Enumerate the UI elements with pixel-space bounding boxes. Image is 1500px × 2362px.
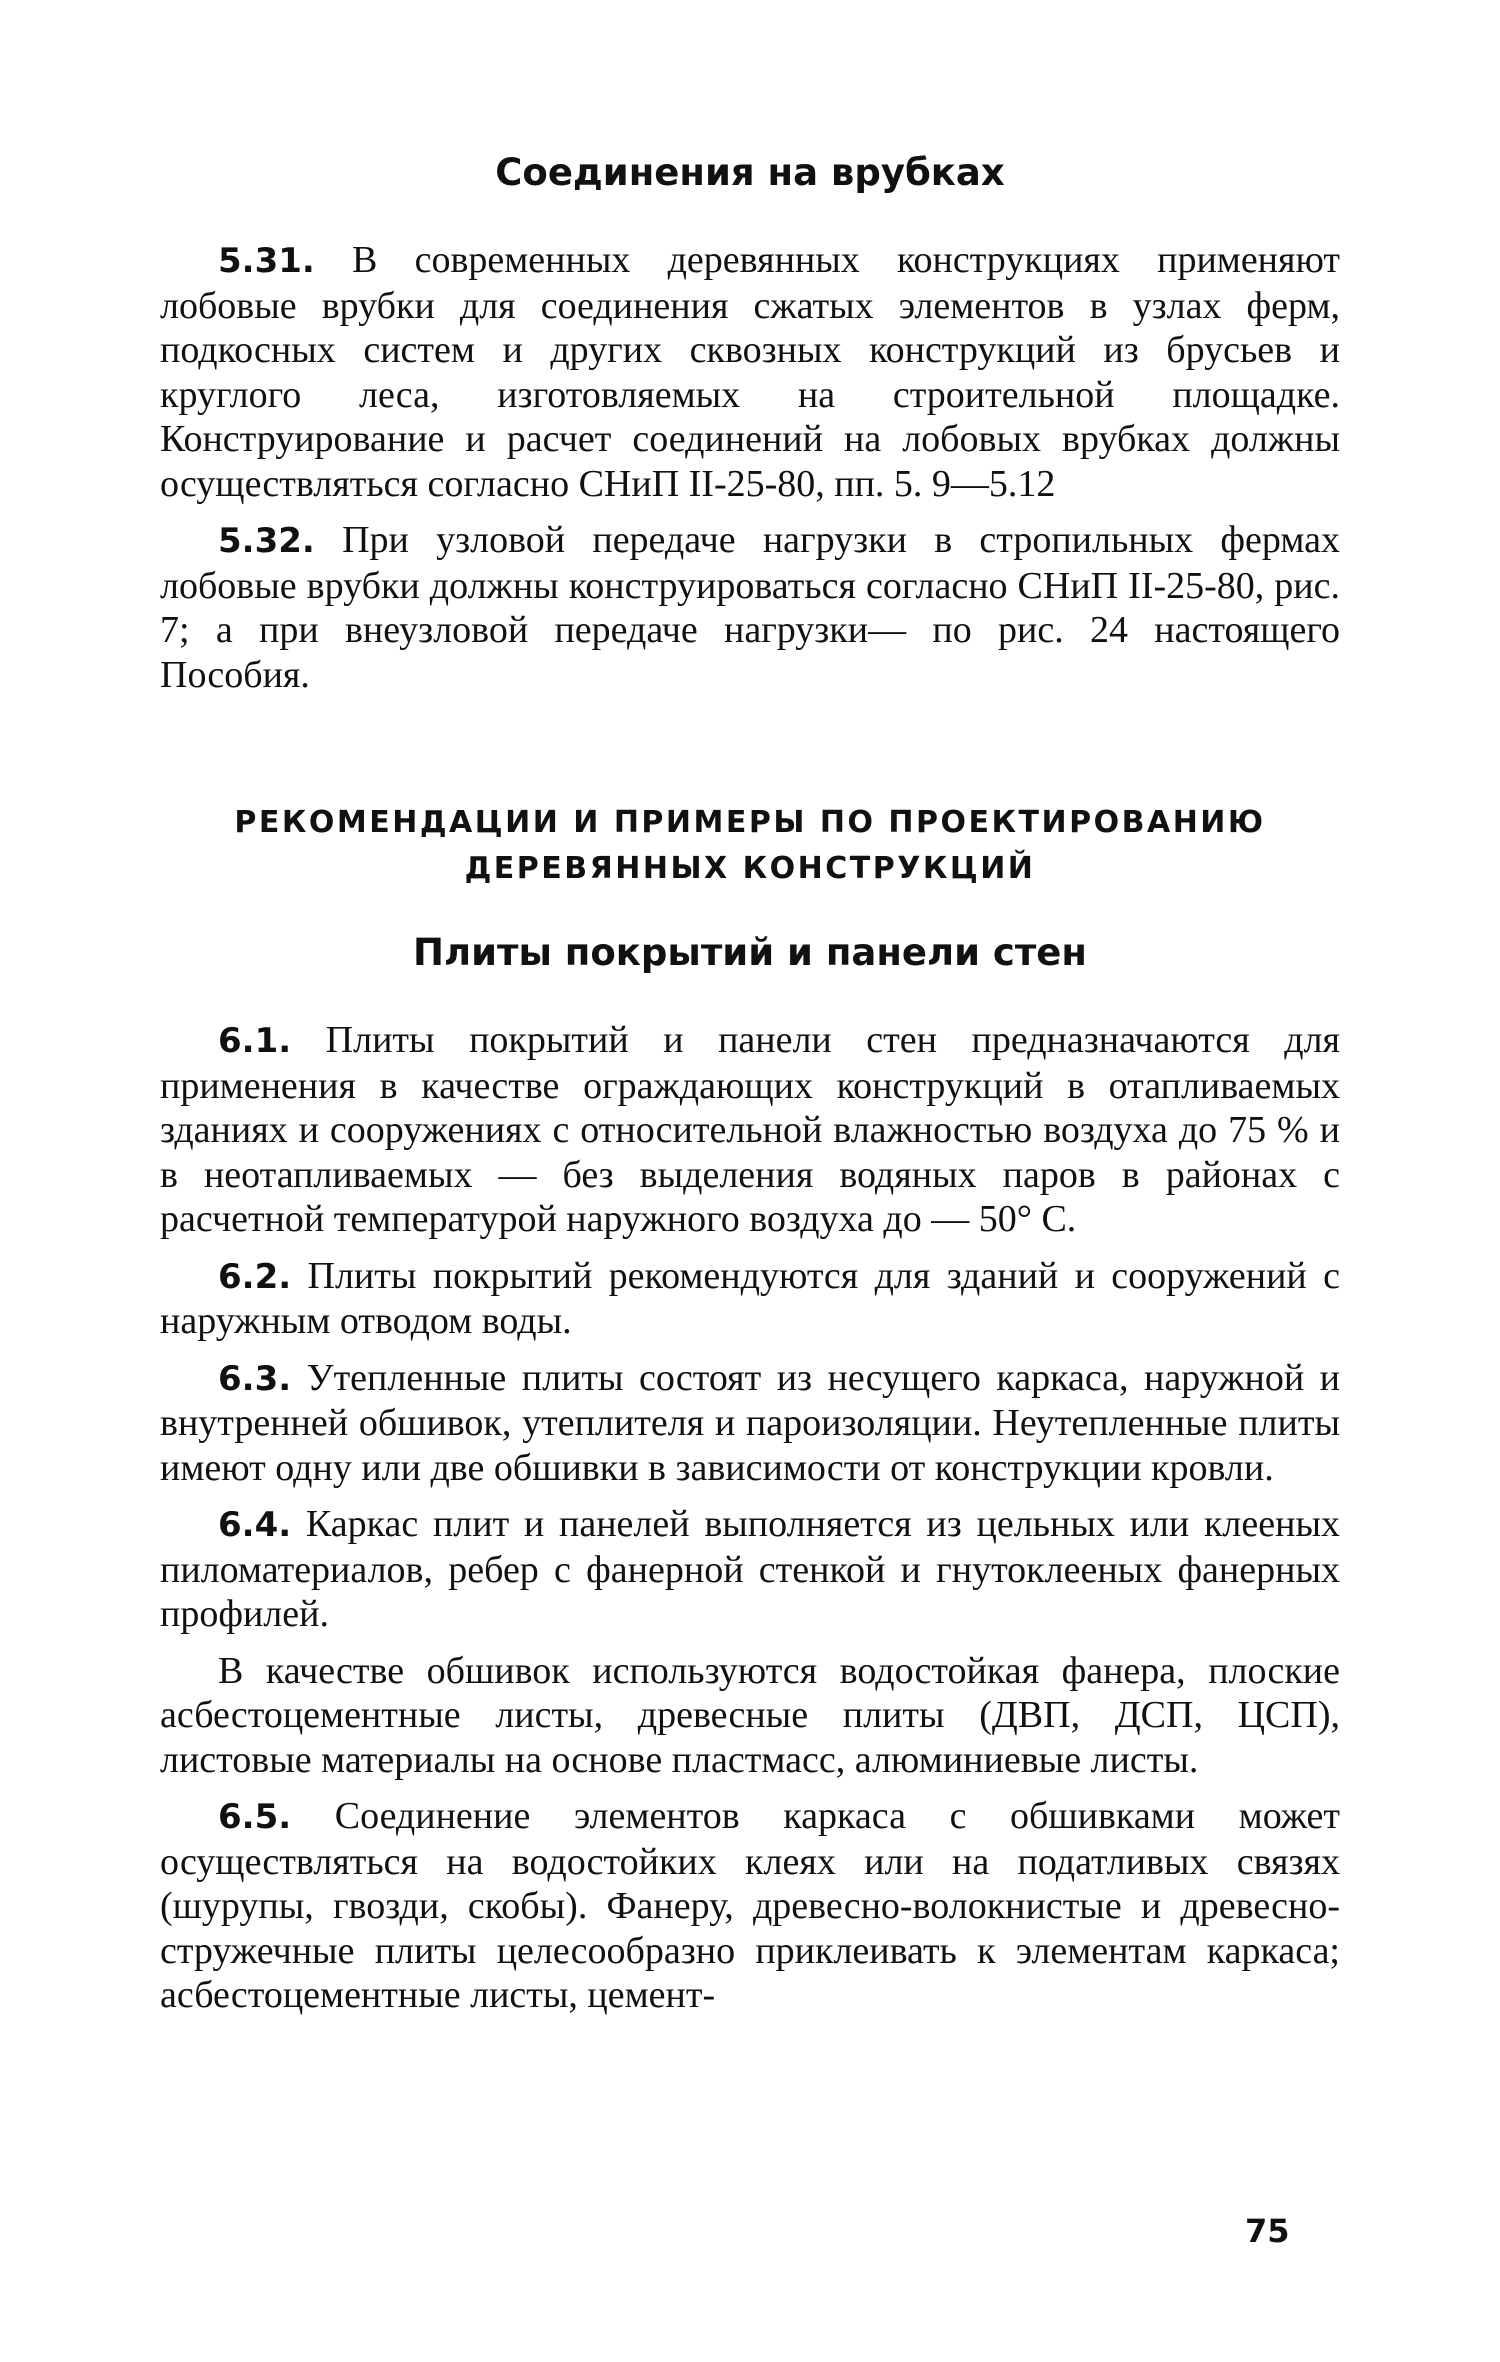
section-5 [160, 238, 1340, 697]
page-number: 75 [1245, 2212, 1290, 2250]
paragraph-number: 5.32. [218, 521, 315, 561]
paragraph-number: 6.2. [218, 1256, 292, 1297]
paragraph-text: Соединение элементов каркаса с обшивками может осуществляться на водостойких клеях или на податливых связях (шурупы, гвозди, скобы). Фанеру, древесно-волокнистые и древесно-стружечные плиты целесообразно приклеивать к элементам каркаса; асбестоцементные листы, цемент- [160, 1795, 1340, 2016]
heading-joints: Соединения на врубках [495, 151, 1005, 194]
paragraph-number: 6.4. [218, 1505, 292, 1545]
paragraph-text: Каркас плит и панелей выполняется из цельных или клееных пиломатериалов, ребер с фанерной стенкой и гнутоклееных фанерных профилей. [160, 1503, 1340, 1635]
paragraph-text: Плиты покрытий и панели стен предназначаются для применения в качестве ограждающих конструкций в отапливаемых зданиях и сооружениях с относительной влажностью воздуха до 75 % и в неотапливаемых — без выделения водяных паров в районах с расчетной температурой наружного воздуха до — 50° С. [160, 1019, 1340, 1240]
paragraph-text: В современных деревянных конструкциях применяют лобовые врубки для соединения сжатых элементов в узлах ферм, подкосных систем и других сквозных конструкций из брусьев и круглого леса, изготовляемых на строительной площадке. Конструирование и расчет соединений на лобовых врубках должны осуществляться согласно СНиП II-25-80, пп. 5. 9—5.12 [160, 239, 1340, 505]
paragraph-6-2 [160, 1254, 1340, 1344]
paragraph-6-4 [160, 1502, 1340, 1637]
section-title-line-1: РЕКОМЕНДАЦИИ И ПРИМЕРЫ ПО ПРОЕКТИРОВАНИЮ [234, 805, 1266, 840]
paragraph-6-5 [160, 1794, 1340, 2018]
paragraph-number: 6.1. [218, 1021, 292, 1061]
paragraph-text: Плиты покрытий рекомендуются для зданий и сооружений с наружным отводом воды. [160, 1254, 1340, 1342]
paragraph-5-32 [160, 518, 1340, 697]
paragraph-number: 5.31. [218, 241, 315, 281]
heading-plates: Плиты покрытий и панели стен [413, 931, 1087, 974]
paragraph-6-1 [160, 1018, 1340, 1242]
section-title-line-2: ДЕРЕВЯННЫХ КОНСТРУКЦИЙ [464, 851, 1036, 886]
section-title [160, 800, 1340, 892]
paragraph-5-31 [160, 238, 1340, 506]
paragraph-6-4-continued [160, 1649, 1340, 1783]
paragraph-number: 6.5. [218, 1797, 292, 1837]
paragraph-number: 6.3. [218, 1358, 292, 1399]
section-6 [160, 1018, 1340, 2018]
paragraph-text: В качестве обшивок используются водостойкая фанера, плоские асбестоцементные листы, древесные плиты (ДВП, ДСП, ЦСП), листовые материалы на основе пластмасс, алюминиевые листы. [160, 1649, 1340, 1781]
paragraph-text: Утепленные плиты состоят из несущего каркаса, наружной и внутренней обшивок, утеплителя и пароизоляции. Неутепленные плиты имеют одну или две обшивки в зависимости от конструкции кровли. [160, 1356, 1340, 1489]
paragraph-6-3 [160, 1356, 1340, 1491]
paragraph-text: При узловой передаче нагрузки в стропильных фермах лобовые врубки должны конструироваться согласно СНиП II-25-80, рис. 7; а при внеузловой передаче нагрузки— по рис. 24 настоящего Пособия. [160, 519, 1340, 696]
